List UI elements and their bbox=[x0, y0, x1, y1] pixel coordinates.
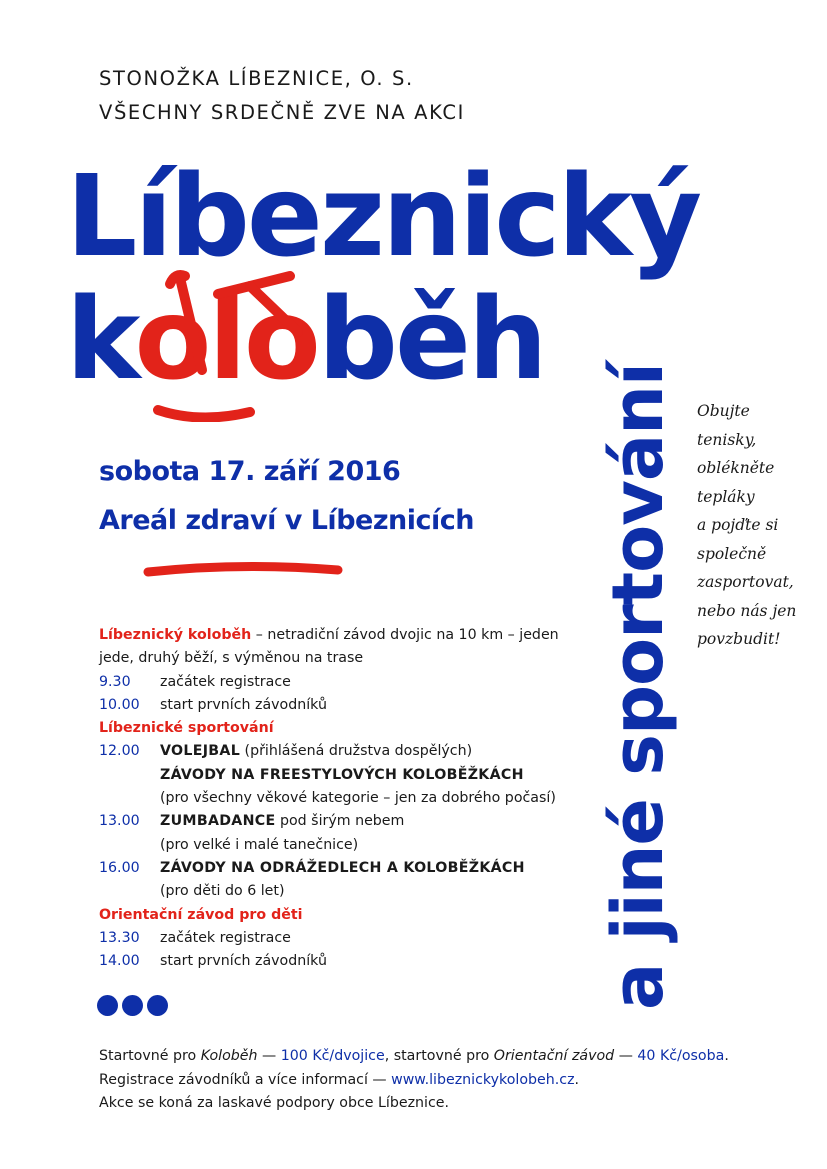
program-time: 13.30 bbox=[99, 929, 140, 946]
quote-line: a pojďte si bbox=[697, 516, 779, 534]
program-row bbox=[99, 834, 589, 857]
program-row bbox=[99, 787, 589, 810]
program-row bbox=[99, 950, 589, 973]
vertical-tagline: a jiné sportování bbox=[597, 363, 679, 1010]
program-note: (pro velké i malé tanečnice) bbox=[160, 836, 359, 853]
program-bold: VOLEJBAL bbox=[160, 743, 241, 760]
quote-line: společně bbox=[697, 544, 767, 563]
quote-line: nebo nás jen bbox=[697, 601, 797, 620]
event-date: sobota 17. září 2016 bbox=[99, 456, 401, 487]
quote-block bbox=[697, 397, 822, 654]
kolobeh-intro bbox=[99, 624, 589, 647]
footer-text: . bbox=[724, 1048, 729, 1064]
program-text: začátek registrace bbox=[160, 673, 291, 690]
organizer-name: STONOŽKA LÍBEZNICE, O. S. bbox=[99, 67, 414, 90]
program-time: 13.00 bbox=[99, 813, 140, 830]
title-beh: běh bbox=[317, 275, 545, 405]
program-text: začátek registrace bbox=[160, 929, 291, 946]
program-row bbox=[99, 740, 589, 763]
program-time: 16.00 bbox=[99, 859, 140, 876]
program-row bbox=[99, 880, 589, 903]
fee-kolobeh: 100 Kč/dvojice bbox=[280, 1048, 385, 1064]
program-text: start prvních závodníků bbox=[160, 953, 327, 970]
dot-icon bbox=[97, 995, 118, 1016]
program-row bbox=[99, 671, 589, 694]
red-swoosh bbox=[140, 556, 350, 586]
program-time: 10.00 bbox=[99, 696, 140, 713]
footer-text: Registrace závodníků a více informací — bbox=[99, 1071, 392, 1088]
program-bold: ZUMBADANCE bbox=[160, 813, 276, 830]
quote-line: tenisky, bbox=[697, 430, 757, 449]
orient-heading: Orientační závod pro děti bbox=[99, 906, 303, 923]
scooter-illustration bbox=[140, 262, 320, 422]
quote-line: tepláky bbox=[697, 487, 755, 506]
footer-text: Orientační závod bbox=[493, 1048, 615, 1064]
dot-icon bbox=[122, 995, 143, 1016]
program bbox=[99, 624, 589, 973]
title-k: k bbox=[66, 275, 135, 405]
event-place: Areál zdraví v Líbeznicích bbox=[99, 505, 475, 536]
quote-line: povzbudit! bbox=[697, 630, 781, 648]
footer-text: — bbox=[257, 1048, 281, 1064]
kolobeh-heading: Líbeznický koloběh bbox=[99, 627, 252, 643]
invitation-line: VŠECHNY SRDEČNĚ ZVE NA AKCI bbox=[99, 101, 465, 124]
program-bold: ZÁVODY NA FREESTYLOVÝCH KOLOBĚŽKÁCH bbox=[160, 766, 524, 783]
organizer-block bbox=[99, 62, 465, 130]
footer-support: Akce se koná za laskavé podpory obce Líbeznice. bbox=[99, 1095, 449, 1111]
footer-text: Startovné pro bbox=[99, 1048, 201, 1064]
footer-registration bbox=[99, 1069, 729, 1093]
footer bbox=[99, 1045, 729, 1116]
title-olo: olo bbox=[134, 275, 318, 405]
program-row bbox=[99, 694, 589, 717]
title-line-1: Líbeznický bbox=[66, 152, 700, 282]
kolobeh-desc-1: – netradiční závod dvojic na 10 km – jeden bbox=[251, 627, 559, 643]
sport-heading: Líbeznické sportování bbox=[99, 720, 274, 737]
program-text: pod širým nebem bbox=[275, 813, 405, 830]
quote-line: zasportovat, bbox=[697, 573, 794, 591]
program-text: (přihlášená družstva dospělých) bbox=[240, 743, 473, 760]
footer-text: Koloběh bbox=[200, 1048, 258, 1064]
website-link[interactable]: www.libeznickykolobeh.cz bbox=[391, 1071, 575, 1088]
program-row bbox=[99, 927, 589, 950]
footer-text: . bbox=[574, 1071, 580, 1088]
program-row bbox=[99, 764, 589, 787]
quote-line: oblékněte bbox=[697, 459, 775, 477]
program-note: (pro děti do 6 let) bbox=[160, 883, 285, 900]
quote-line: Obujte bbox=[697, 402, 750, 420]
program-text: start prvních závodníků bbox=[160, 696, 327, 713]
program-row bbox=[99, 810, 589, 833]
footer-fees bbox=[99, 1045, 729, 1069]
footer-text: — bbox=[614, 1048, 638, 1064]
kolobeh-desc-2: jede, druhý běží, s výměnou na trase bbox=[99, 650, 364, 667]
program-time: 9.30 bbox=[99, 673, 131, 690]
program-time: 12.00 bbox=[99, 743, 140, 760]
footer-text: , startovné pro bbox=[384, 1048, 494, 1064]
program-row bbox=[99, 857, 589, 880]
fee-orient: 40 Kč/osoba bbox=[637, 1048, 725, 1064]
program-note: (pro všechny věkové kategorie – jen za dobrého počasí) bbox=[160, 790, 556, 807]
dot-icon bbox=[147, 995, 168, 1016]
program-bold: ZÁVODY NA ODRÁŽEDLECH A KOLOBĚŽKÁCH bbox=[160, 859, 525, 876]
program-time: 14.00 bbox=[99, 953, 140, 970]
